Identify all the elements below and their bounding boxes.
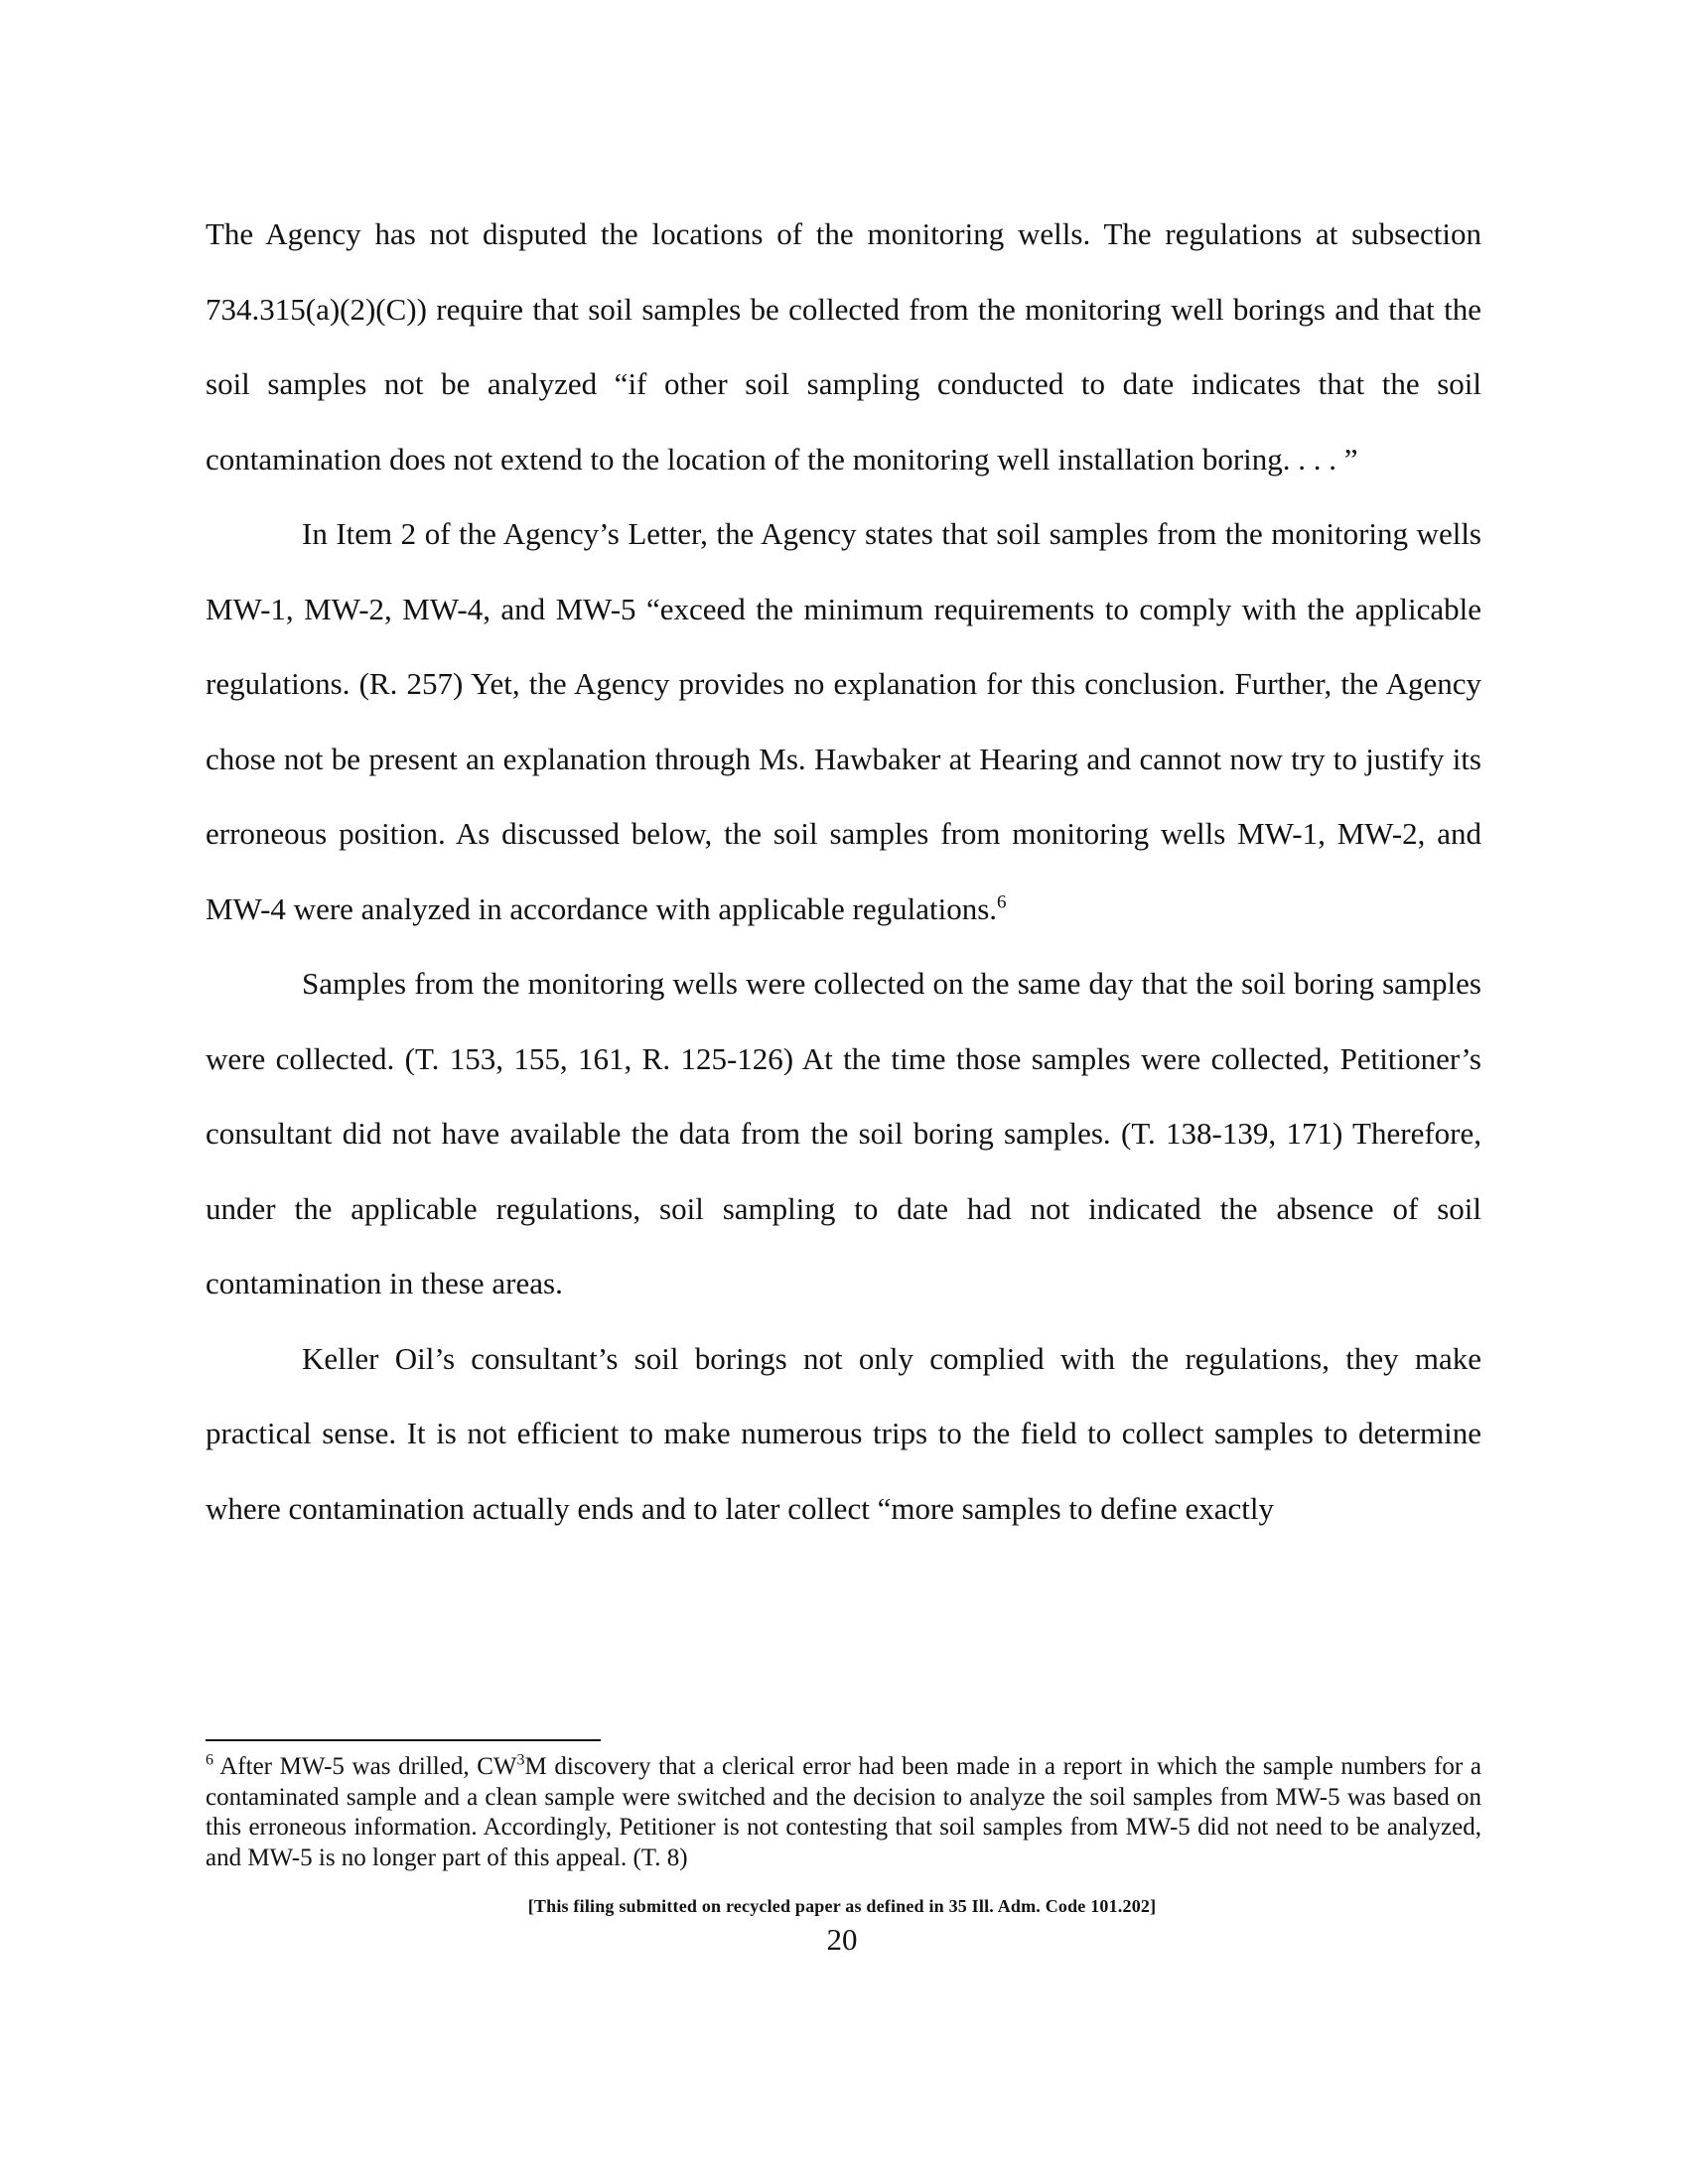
paragraph-sample-collection-timing: Samples from the monitoring wells were collected on the same day that the soil boring samples were collected. (T. 153, 155, 161, R. 125-126) At the time those samples were collected, Petitioner’s consultant did not have available the data from the soil boring samples. (T. 138-139, 171) Therefore, under the applicable regulations, soil sampling to date had not indicated the absence of soil contamination in these areas.	[206, 966, 1481, 1300]
footnote-text-part-1: After MW-5 was drilled, CW	[213, 1753, 517, 1780]
paragraph-agency-letter-item-2	[206, 496, 1481, 946]
filing-note: [This filing submitted on recycled paper as defined in 35 Ill. Adm. Code 101.202]	[527, 1896, 1157, 1916]
page-number: 20	[826, 1922, 858, 1957]
footnote-reference: 6	[997, 891, 1007, 913]
body-text	[206, 197, 1481, 1546]
footnote-superscript: 3	[516, 1751, 525, 1769]
footnote-divider	[206, 1739, 601, 1741]
paragraph-practical-sense: Keller Oil’s consultant’s soil borings not only complied with the regulations, they make practical sense. It is not efficient to make numerous trips to the field to collect samples to determine where contamination actually ends and to later collect “more samples to define exactly	[206, 1340, 1481, 1526]
footnote	[206, 1752, 1481, 1873]
paragraph-agency-letter-item-2-text: In Item 2 of the Agency’s Letter, the Agency states that soil samples from the monitoring wells MW-1, MW-2, MW-4, and MW-5 “exceed the minimum requirements to comply with the applicable regulations. (R. 257) Yet, the Agency provides no explanation for this conclusion. Further, the Agency chose not be present an explanation through Ms. Hawbaker at Hearing and cannot now try to justify its erroneous position. As discussed below, the soil samples from monitoring wells MW-1, MW-2, and MW-4 were analyzed in accordance with applicable regulations.	[206, 516, 1481, 926]
footnote-marker: 6	[206, 1751, 213, 1769]
footnote-text-part-2: M discovery that a clerical error had been made in a report in which the sample numbers for a contaminated sample and a clean sample were switched and the decision to analyze the soil samples from MW-5 was based on this erroneous information. Accordingly, Petitioner is not contesting that soil samples from MW-5 did not need to be analyzed, and MW-5 is no longer part of this appeal. (T. 8)	[206, 1753, 1481, 1871]
paragraph-monitoring-well-locations: The Agency has not disputed the locations of the monitoring wells. The regulations at subsection 734.315(a)(2)(C)) require that soil samples be collected from the monitoring well borings and that the soil samples not be analyzed “if other soil sampling conducted to date indicates that the soil contamination does not extend to the location of the monitoring well installation boring. . . . ”	[206, 216, 1481, 477]
